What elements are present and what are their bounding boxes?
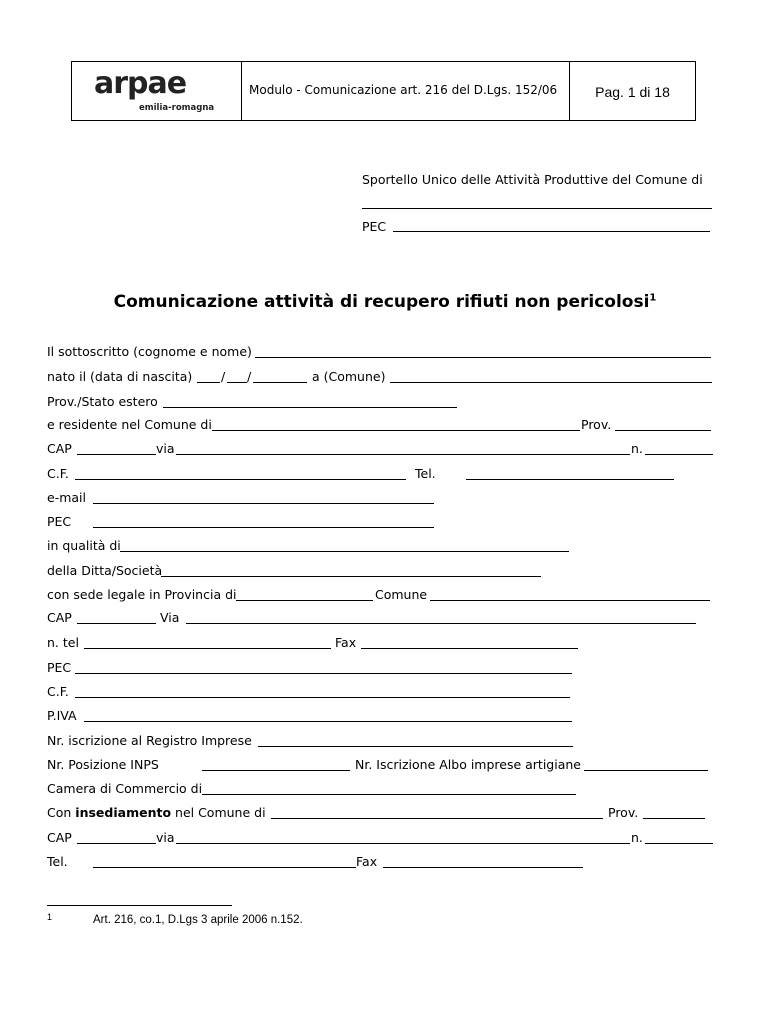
birth-month-line[interactable] bbox=[227, 382, 247, 383]
nato-il-label: nato il (data di nascita) bbox=[47, 369, 193, 384]
pec-label: PEC bbox=[47, 514, 72, 529]
sede-comune-line[interactable] bbox=[430, 600, 710, 601]
insediamento-comune-line[interactable] bbox=[271, 818, 603, 819]
insediamento-text: insediamento bbox=[75, 805, 172, 820]
registro-line[interactable] bbox=[258, 746, 573, 747]
insediamento-via-line[interactable] bbox=[176, 843, 630, 844]
insediamento-prov-line[interactable] bbox=[643, 818, 705, 819]
footnote-number: 1 bbox=[47, 912, 53, 922]
cf-line[interactable] bbox=[75, 479, 406, 480]
insediamento-via-label: via bbox=[156, 830, 175, 845]
arpae-logo: arpae bbox=[94, 66, 187, 101]
residente-comune-line[interactable] bbox=[212, 430, 580, 431]
sede-provincia-line[interactable] bbox=[236, 600, 373, 601]
footnote-separator bbox=[47, 905, 232, 906]
insediamento-cap-line[interactable] bbox=[77, 843, 156, 844]
insediamento-numero-label: n. bbox=[631, 830, 643, 845]
title-text: Comunicazione attività di recupero rifiuti non pericolosi bbox=[113, 292, 650, 312]
pec-line[interactable] bbox=[93, 527, 434, 528]
residente-prov-label: Prov. bbox=[581, 417, 612, 432]
tel-line[interactable] bbox=[466, 479, 674, 480]
residente-label: e residente nel Comune di bbox=[47, 417, 212, 432]
tel-label: Tel. bbox=[415, 466, 436, 481]
insediamento-fax-label: Fax bbox=[356, 854, 378, 869]
sportello-pec-label: PEC bbox=[362, 219, 387, 234]
date-sep-2: / bbox=[247, 369, 252, 384]
nel-comune-text: nel Comune di bbox=[175, 805, 266, 820]
registro-label: Nr. iscrizione al Registro Imprese bbox=[47, 733, 252, 748]
insediamento-numero-line[interactable] bbox=[645, 843, 713, 844]
cap-label: CAP bbox=[47, 441, 72, 456]
sede-cf-label: C.F. bbox=[47, 684, 69, 699]
prov-stato-label: Prov./Stato estero bbox=[47, 394, 158, 409]
qualita-line[interactable] bbox=[120, 551, 569, 552]
title-footnote-ref: 1 bbox=[649, 292, 657, 304]
ditta-line[interactable] bbox=[161, 576, 541, 577]
logo-cell bbox=[72, 62, 242, 120]
module-title: Modulo - Comunicazione art. 216 del D.Lgs. 152/06 bbox=[242, 62, 570, 120]
sottoscritto-line[interactable] bbox=[255, 357, 711, 358]
ntel-line[interactable] bbox=[84, 648, 331, 649]
sportello-comune-line[interactable] bbox=[362, 208, 712, 209]
sede-comune-label: Comune bbox=[375, 587, 428, 602]
insediamento-tel-line[interactable] bbox=[93, 867, 356, 868]
insediamento-label bbox=[47, 805, 266, 820]
fax-label: Fax bbox=[335, 635, 357, 650]
via-line[interactable] bbox=[176, 454, 630, 455]
cf-label: C.F. bbox=[47, 466, 69, 481]
fax-line[interactable] bbox=[361, 648, 578, 649]
date-sep-1: / bbox=[221, 369, 226, 384]
sede-pec-label: PEC bbox=[47, 660, 72, 675]
numero-label: n. bbox=[631, 441, 643, 456]
inps-label: Nr. Posizione INPS bbox=[47, 757, 159, 772]
insediamento-fax-line[interactable] bbox=[383, 867, 583, 868]
insediamento-tel-label: Tel. bbox=[47, 854, 68, 869]
camera-label: Camera di Commercio di bbox=[47, 781, 203, 796]
sede-via-label: Via bbox=[160, 610, 180, 625]
sportello-pec-line[interactable] bbox=[393, 231, 710, 232]
piva-label: P.IVA bbox=[47, 708, 77, 723]
page-title bbox=[0, 292, 770, 312]
page-header bbox=[71, 61, 696, 121]
insediamento-cap-label: CAP bbox=[47, 830, 72, 845]
sportello-label: Sportello Unico delle Attività Produttive del Comune di bbox=[362, 172, 703, 187]
ntel-label: n. tel bbox=[47, 635, 79, 650]
birth-comune-line[interactable] bbox=[390, 382, 712, 383]
insediamento-prov-label: Prov. bbox=[608, 805, 639, 820]
footnote-text: Art. 216, co.1, D.Lgs 3 aprile 2006 n.152. bbox=[93, 914, 303, 926]
page-number: Pag. 1 di 18 bbox=[595, 84, 670, 100]
inps-line[interactable] bbox=[202, 770, 350, 771]
sede-pec-line[interactable] bbox=[75, 673, 572, 674]
sede-cap-line[interactable] bbox=[77, 623, 156, 624]
piva-line[interactable] bbox=[84, 721, 572, 722]
prov-stato-line[interactable] bbox=[163, 407, 457, 408]
sottoscritto-label: Il sottoscritto (cognome e nome) bbox=[47, 344, 252, 359]
qualita-label: in qualità di bbox=[47, 538, 121, 553]
ditta-label: della Ditta/Società bbox=[47, 563, 163, 578]
residente-prov-line[interactable] bbox=[615, 430, 711, 431]
con-text: Con bbox=[47, 805, 72, 820]
sede-legale-label: con sede legale in Provincia di bbox=[47, 587, 237, 602]
email-line[interactable] bbox=[93, 503, 434, 504]
sede-via-line[interactable] bbox=[186, 623, 696, 624]
birth-day-line[interactable] bbox=[197, 382, 220, 383]
via-label: via bbox=[156, 441, 175, 456]
cap-line[interactable] bbox=[77, 454, 156, 455]
email-label: e-mail bbox=[47, 490, 86, 505]
sede-cap-label: CAP bbox=[47, 610, 72, 625]
arpae-logo-subtitle: emilia-romagna bbox=[139, 103, 215, 113]
sede-cf-line[interactable] bbox=[75, 697, 570, 698]
albo-label: Nr. Iscrizione Albo imprese artigiane bbox=[355, 757, 581, 772]
numero-line[interactable] bbox=[645, 454, 713, 455]
birth-year-line[interactable] bbox=[253, 382, 307, 383]
a-comune-label: a (Comune) bbox=[312, 369, 386, 384]
albo-line[interactable] bbox=[584, 770, 708, 771]
camera-line[interactable] bbox=[202, 794, 576, 795]
